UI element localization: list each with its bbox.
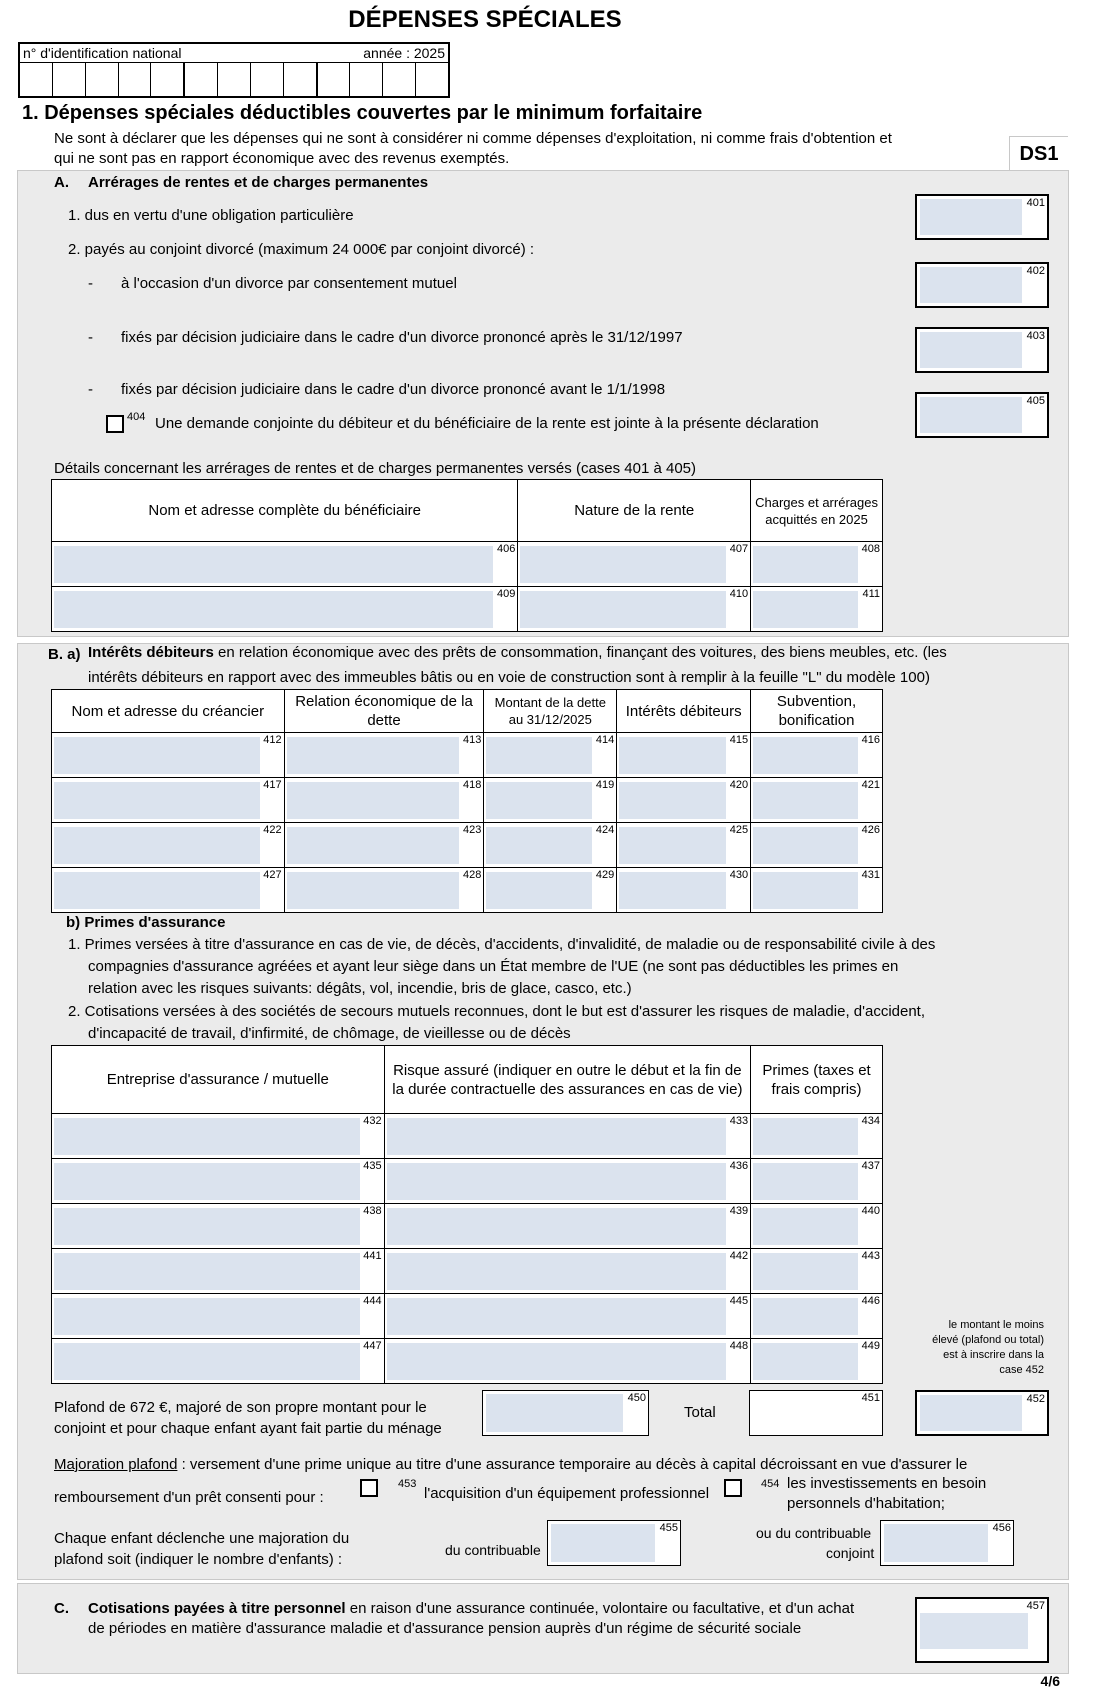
checkbox-404-label: Une demande conjointe du débiteur et du bénéficiaire de la rente est jointe à la présente déclaration	[155, 415, 819, 432]
box-456[interactable]: 456	[880, 1520, 1014, 1566]
majoration-rest: : versement d'une prime unique au titre d'une assurance temporaire au décès à capital décroissant en vue d'assurer le	[177, 1456, 968, 1473]
section-1-intro-1: Ne sont à déclarer que les dépenses qui ne sont à considérer ni comme dépenses d'exploitation, ni comme frais d'obtention et	[54, 130, 892, 147]
cell-434[interactable]: 434	[751, 1114, 883, 1159]
plafond-line-2: conjoint et pour chaque enfant ayant fait partie du ménage	[54, 1420, 442, 1437]
plafond-line-1: Plafond de 672 €, majoré de son propre montant pour le	[54, 1399, 427, 1416]
page-number: 4/6	[1040, 1673, 1060, 1689]
cell-420[interactable]: 420	[617, 778, 751, 823]
cell-433[interactable]: 433	[384, 1114, 751, 1159]
cell-413[interactable]: 413	[284, 733, 484, 778]
header-risque-assure: Risque assuré (indiquer en outre le début et la fin de la durée contractuelle des assurances en cas de vie)	[384, 1046, 751, 1114]
majoration-line-2: remboursement d'un prêt consenti pour :	[54, 1489, 324, 1506]
primes-table	[51, 1045, 883, 1384]
ou-contribuable-line-2: conjoint	[826, 1545, 875, 1561]
enfant-line-2: plafond soit (indiquer le nombre d'enfants) :	[54, 1551, 343, 1568]
box-451[interactable]: 451	[749, 1390, 883, 1436]
cell-435[interactable]: 435	[52, 1159, 385, 1204]
id-number-field[interactable]	[18, 62, 450, 98]
cell-430[interactable]: 430	[617, 868, 751, 913]
section-a-sub-2: fixés par décision judiciaire dans le cadre d'un divorce prononcé après le 31/12/1997	[121, 329, 683, 346]
box-452[interactable]: 452	[915, 1390, 1049, 1436]
header-subvention: Subvention, bonification	[751, 690, 883, 733]
plafond-note-line-4: case 452	[999, 1364, 1044, 1376]
cell-438[interactable]: 438	[52, 1204, 385, 1249]
cell-415[interactable]: 415	[617, 733, 751, 778]
checkbox-454[interactable]	[724, 1479, 742, 1497]
cell-446[interactable]: 446	[751, 1294, 883, 1339]
cell-411[interactable]: 411	[751, 587, 883, 632]
cell-409[interactable]: 409	[52, 587, 518, 632]
section-ba-title	[88, 644, 947, 662]
dash-2: -	[88, 329, 93, 346]
cell-423[interactable]: 423	[284, 823, 484, 868]
cell-416[interactable]: 416	[751, 733, 883, 778]
cell-425[interactable]: 425	[617, 823, 751, 868]
checkbox-453-label: l'acquisition d'un équipement professionnel	[424, 1485, 710, 1502]
section-c-line-2: de périodes en matière d'assurance maladie et d'assurance pension auprès d'un régime de sécurité sociale	[88, 1620, 802, 1637]
cell-432[interactable]: 432	[52, 1114, 385, 1159]
cell-448[interactable]: 448	[384, 1339, 751, 1384]
cell-408[interactable]: 408	[751, 542, 883, 587]
checkbox-404-number: 404	[127, 411, 146, 423]
majoration-line-1	[54, 1456, 967, 1474]
section-ba-line-2: intérêts débiteurs en rapport avec des immeubles bâtis ou en voie de construction sont à remplir à la feuille "L" du modèle 100)	[88, 669, 930, 686]
id-label: n° d'identification national	[23, 45, 182, 61]
cell-431[interactable]: 431	[751, 868, 883, 913]
ou-contribuable-line-1: ou du contribuable	[756, 1525, 872, 1541]
dash-3: -	[88, 381, 93, 398]
checkbox-454-number: 454	[761, 1478, 780, 1490]
plafond-note	[890, 1318, 1044, 1378]
section-bb-p2-l1: 2. Cotisations versées à des sociétés de secours mutuels reconnues, dont le but est d'assurer les risques de maladie, d'accident,	[68, 1003, 926, 1020]
cell-444[interactable]: 444	[52, 1294, 385, 1339]
section-a-sub-1: à l'occasion d'un divorce par consentement mutuel	[121, 275, 457, 292]
header-creancier: Nom et adresse du créancier	[52, 690, 285, 733]
box-450[interactable]: 450	[482, 1390, 649, 1436]
header-beneficiaire: Nom et adresse complète du bénéficiaire	[52, 480, 518, 542]
section-bb-p1-l3: relation avec les risques suivants: dégâts, vol, incendie, bris de glace, casco, etc.)	[88, 980, 632, 997]
cell-428[interactable]: 428	[284, 868, 484, 913]
cell-437[interactable]: 437	[751, 1159, 883, 1204]
section-ba-title-bold: Intérêts débiteurs	[88, 644, 214, 661]
cell-443[interactable]: 443	[751, 1249, 883, 1294]
cell-422[interactable]: 422	[52, 823, 285, 868]
cell-421[interactable]: 421	[751, 778, 883, 823]
section-a-sub-3: fixés par décision judiciaire dans le cadre d'un divorce prononcé avant le 1/1/1998	[121, 381, 666, 398]
cell-417[interactable]: 417	[52, 778, 285, 823]
section-1-heading: 1. Dépenses spéciales déductibles couvertes par le minimum forfaitaire	[22, 102, 703, 124]
checkbox-454-label-1: les investissements en besoin	[787, 1475, 987, 1492]
section-c-title-bold: Cotisations payées à titre personnel	[88, 1600, 346, 1617]
header-primes: Primes (taxes et frais compris)	[751, 1046, 883, 1114]
checkbox-453[interactable]	[360, 1479, 378, 1497]
cell-418[interactable]: 418	[284, 778, 484, 823]
checkbox-404[interactable]	[106, 415, 124, 433]
rentes-table	[51, 479, 883, 632]
ds1-code: DS1	[1009, 136, 1068, 171]
cell-449[interactable]: 449	[751, 1339, 883, 1384]
header-entreprise-assurance: Entreprise d'assurance / mutuelle	[52, 1046, 385, 1114]
page-title: DÉPENSES SPÉCIALES	[348, 6, 622, 33]
cell-442[interactable]: 442	[384, 1249, 751, 1294]
cell-439[interactable]: 439	[384, 1204, 751, 1249]
cell-407[interactable]: 407	[518, 542, 751, 587]
cell-436[interactable]: 436	[384, 1159, 751, 1204]
box-457[interactable]: 457	[915, 1597, 1049, 1663]
cell-424[interactable]: 424	[484, 823, 617, 868]
cell-414[interactable]: 414	[484, 733, 617, 778]
box-403[interactable]: 403	[915, 327, 1049, 373]
total-label: Total	[684, 1404, 716, 1421]
id-header	[18, 42, 450, 63]
header-interets-debiteurs: Intérêts débiteurs	[617, 690, 751, 733]
section-bb-p1-l2: compagnies d'assurance agréées et ayant leur siège dans un État membre de l'UE (ne sont pas déductibles les primes en	[88, 958, 899, 975]
interets-table	[51, 689, 883, 913]
enfant-line-1: Chaque enfant déclenche une majoration du	[54, 1530, 350, 1547]
plafond-note-line-1: le montant le moins	[948, 1319, 1044, 1331]
section-a-item-2: 2. payés au conjoint divorcé (maximum 24 000€ par conjoint divorcé) :	[68, 241, 535, 258]
section-a-letter: A.	[54, 174, 69, 191]
cell-412[interactable]: 412	[52, 733, 285, 778]
header-relation-economique: Relation économique de la dette	[284, 690, 484, 733]
section-c-title-rest: en raison d'une assurance continuée, volontaire ou facultative, et d'un achat	[345, 1600, 855, 1617]
cell-429[interactable]: 429	[484, 868, 617, 913]
dash-1: -	[88, 275, 93, 292]
cell-447[interactable]: 447	[52, 1339, 385, 1384]
section-b-letter: B. a)	[48, 646, 81, 663]
checkbox-454-label-2: personnels d'habitation;	[787, 1495, 945, 1512]
cell-410[interactable]: 410	[518, 587, 751, 632]
cell-426[interactable]: 426	[751, 823, 883, 868]
section-c-letter: C.	[54, 1600, 69, 1617]
box-455[interactable]: 455	[547, 1520, 681, 1566]
details-title: Détails concernant les arrérages de rentes et de charges permanentes versés (cases 401 à 405)	[54, 460, 697, 477]
section-a-item-1: 1. dus en vertu d'une obligation particulière	[68, 207, 354, 224]
section-c-title	[88, 1600, 854, 1618]
cell-419[interactable]: 419	[484, 778, 617, 823]
plafond-note-line-3: est à inscrire dans la	[943, 1349, 1044, 1361]
box-402[interactable]: 402	[915, 262, 1049, 308]
header-charges-acquittees: Charges et arrérages acquittés en 2025	[751, 480, 883, 542]
cell-445[interactable]: 445	[384, 1294, 751, 1339]
cell-406[interactable]: 406	[52, 542, 518, 587]
section-ba-title-rest: en relation économique avec des prêts de consommation, finançant des voitures, des biens meubles, etc. (les	[213, 644, 947, 661]
cell-440[interactable]: 440	[751, 1204, 883, 1249]
majoration-underlined: Majoration plafond	[54, 1456, 178, 1473]
cell-427[interactable]: 427	[52, 868, 285, 913]
du-contribuable-label: du contribuable	[445, 1542, 541, 1558]
section-a-title: Arrérages de rentes et de charges permanentes	[88, 174, 429, 191]
section-bb-p1-l1: 1. Primes versées à titre d'assurance en cas de vie, de décès, d'accidents, d'invalidité, de maladie ou de responsabilité civile à des	[68, 936, 936, 953]
section-bb-title: b) Primes d'assurance	[66, 914, 226, 931]
year-label: année : 2025	[363, 45, 445, 61]
checkbox-453-number: 453	[398, 1478, 417, 1490]
header-nature-rente: Nature de la rente	[518, 480, 751, 542]
box-405[interactable]: 405	[915, 392, 1049, 438]
plafond-note-line-2: élevé (plafond ou total)	[932, 1334, 1044, 1346]
section-1-intro-2: qui ne sont pas en rapport économique avec des revenus exemptés.	[54, 150, 510, 167]
header-montant-dette: Montant de la dette au 31/12/2025	[484, 690, 617, 733]
box-401[interactable]: 401	[915, 194, 1049, 240]
section-bb-p2-l2: d'incapacité de travail, d'infirmité, de chômage, de vieillesse ou de décès	[88, 1025, 571, 1042]
cell-441[interactable]: 441	[52, 1249, 385, 1294]
